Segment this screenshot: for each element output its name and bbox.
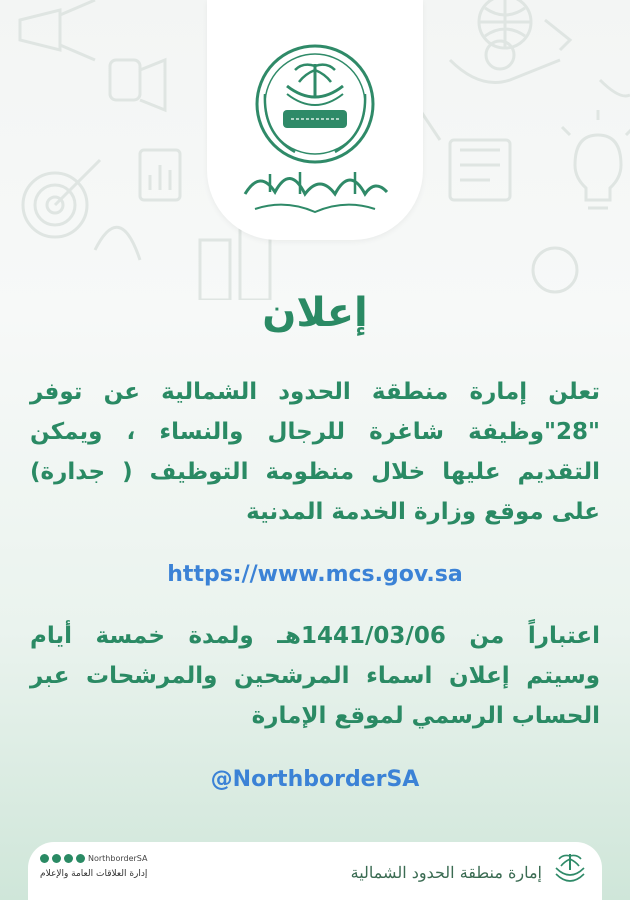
emblem-icon [215,34,415,234]
lightbulb-icon [562,110,630,208]
footer-brand [351,848,590,896]
twitter-handle[interactable]: @NorthborderSA [210,767,420,792]
twitter-icon[interactable] [40,854,49,863]
emblem-icon [550,850,590,894]
megaphone-icon [20,0,165,110]
department-name: إدارة العلاقات العامة والإعلام [40,869,148,879]
social-links [40,854,190,863]
social-handle: NorthborderSA [88,854,148,863]
hand-icon [450,20,630,96]
emblem-panel [207,0,423,240]
org-name: إمارة منطقة الحدود الشمالية [350,862,542,882]
instagram-icon[interactable] [52,854,61,863]
footer-bar [28,842,602,900]
target-icon [23,160,100,237]
snapchat-icon[interactable] [64,854,73,863]
announcement-title: إعلان [262,290,368,336]
footer-contact [40,854,190,879]
website-link[interactable]: https://www.mcs.gov.sa [167,562,463,587]
announcement-body: تعلن إمارة منطقة الحدود الشمالية عن توفر "28"وظيفة شاغرة للرجال والنساء ، ويمكن التقديم عليها خلال منظومة التوظيف ( جدارة) على موقع وزارة الخدمة المدنية [30,379,600,525]
announcement-details: اعتباراً من 1441/03/06هـ ولمدة خمسة أيام وسيتم إعلان اسماء المرشحين والمرشحات عبر الحساب الرسمي لموقع الإمارة [30,623,600,729]
youtube-icon[interactable] [76,854,85,863]
